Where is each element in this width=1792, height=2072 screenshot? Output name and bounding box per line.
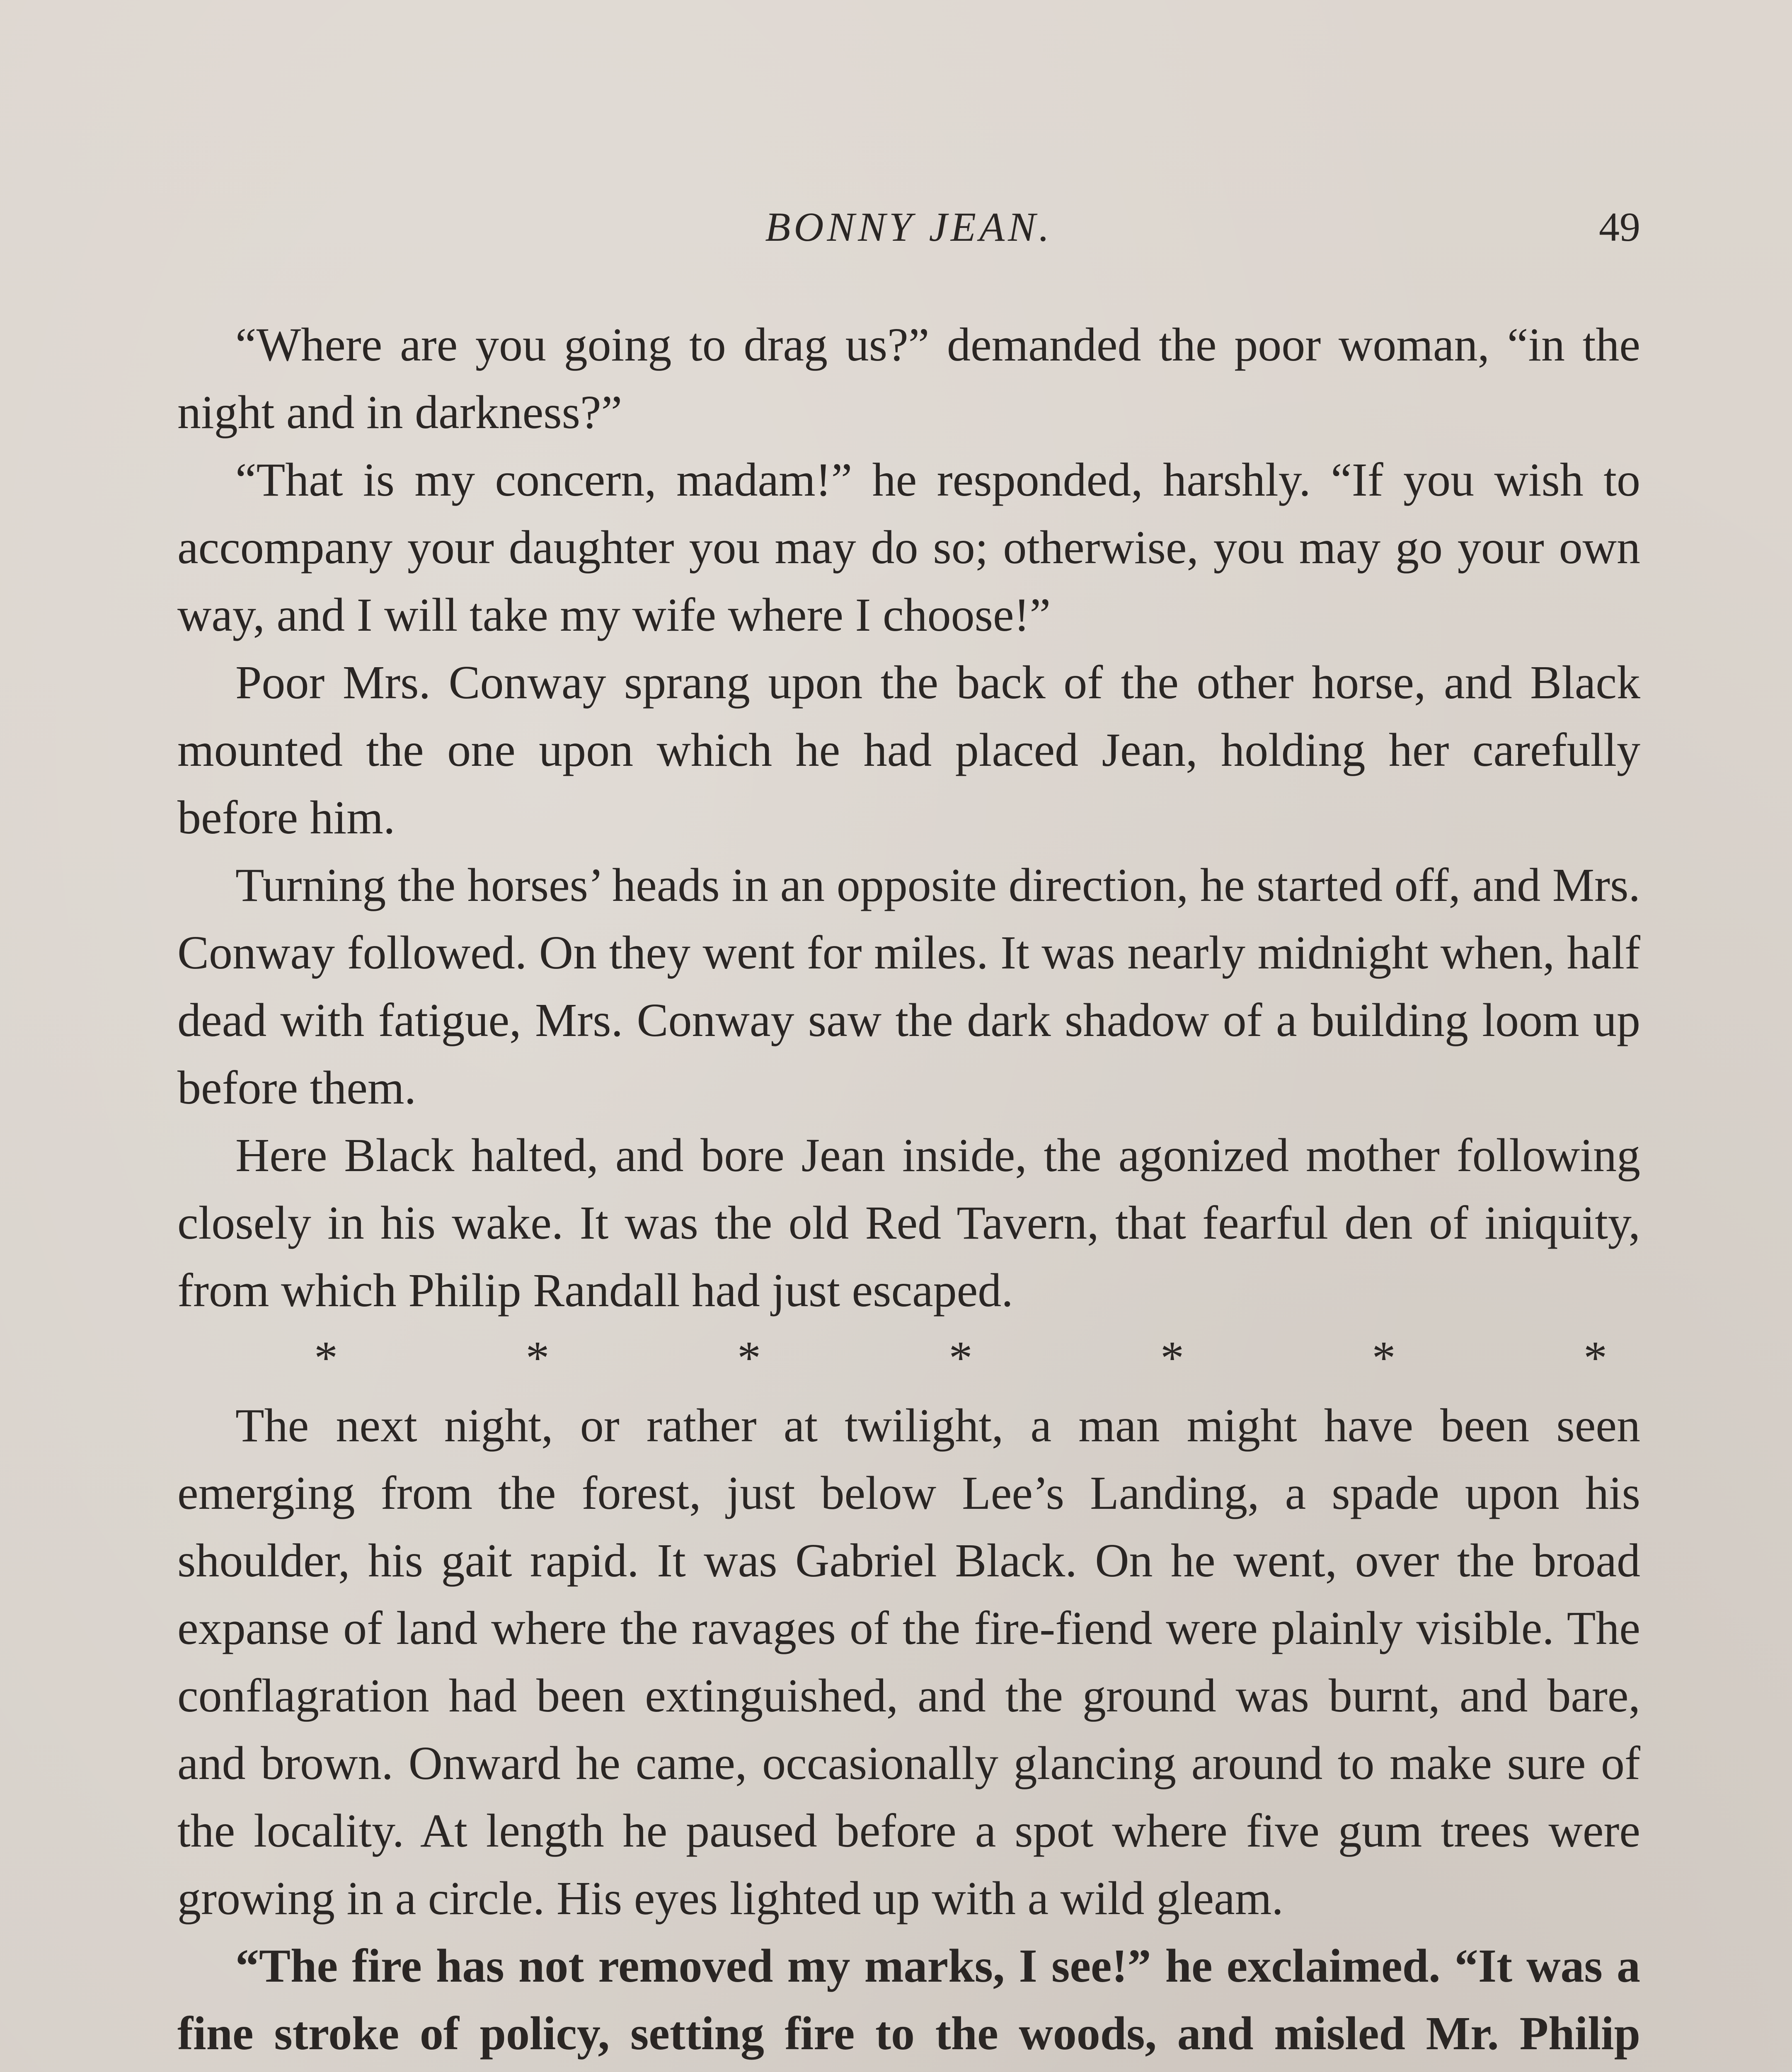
separator-star: * xyxy=(1372,1331,1396,1384)
separator-star: * xyxy=(525,1331,550,1384)
page-number: 49 xyxy=(1599,204,1640,250)
paragraph: The next night, or rather at twilight, a man might have been seen emerging from the forest, just below Lee’s Landing, a spade upon his shoulder, his gait rapid. It was Gabriel Black. On he went, over the broad expanse of land where the ravages of the fire-fiend were plainly visible. The conflagration had been extinguished, and the ground was burnt, and bare, and brown. Onward he came, occasionally glancing around to make sure of the locality. At length he paused before a spot where five gum trees were growing in a circle. His eyes lighted up with a wild gleam. xyxy=(177,1399,1640,1924)
running-title: BONNY JEAN. xyxy=(765,204,1053,250)
paragraph: “That is my concern, madam!” he responded, harshly. “If you wish to accompany your daughter you may do so; otherwise, you may go your own way, and I will take my wife where I choose!” xyxy=(177,453,1640,641)
separator-star: * xyxy=(1584,1331,1607,1384)
paragraph: Poor Mrs. Conway sprang upon the back of the other horse, and Black mounted the one upon which he had placed Jean, holding her carefully before him. xyxy=(177,656,1640,844)
separator-star: * xyxy=(737,1331,761,1384)
separator-star: * xyxy=(1160,1331,1184,1384)
body-text xyxy=(177,311,1640,2072)
section-separator xyxy=(177,1324,1640,1392)
separator-star: * xyxy=(314,1331,338,1384)
paragraph: Turning the horses’ heads in an opposite direction, he started off, and Mrs. Conway followed. On they went for miles. It was nearly midnight when, half dead with fatigue, Mrs. Conway saw the dark shadow of a building loom up before them. xyxy=(177,859,1640,1114)
separator-star: * xyxy=(949,1331,973,1384)
paragraph: “Where are you going to drag us?” demanded the poor woman, “in the night and in darkness?” xyxy=(177,318,1640,438)
page-header xyxy=(177,195,1640,257)
paragraph: “The fire has not removed my marks, I see!” he exclaimed. “It was a fine stroke of policy, setting fire to the woods, and misled Mr. Philip xyxy=(177,1939,1640,2060)
paragraph: Here Black halted, and bore Jean inside, the agonized mother following closely in his wake. It was the old Red Tavern, that fearful den of iniquity, from which Philip Randall had just escaped. xyxy=(177,1129,1640,1317)
